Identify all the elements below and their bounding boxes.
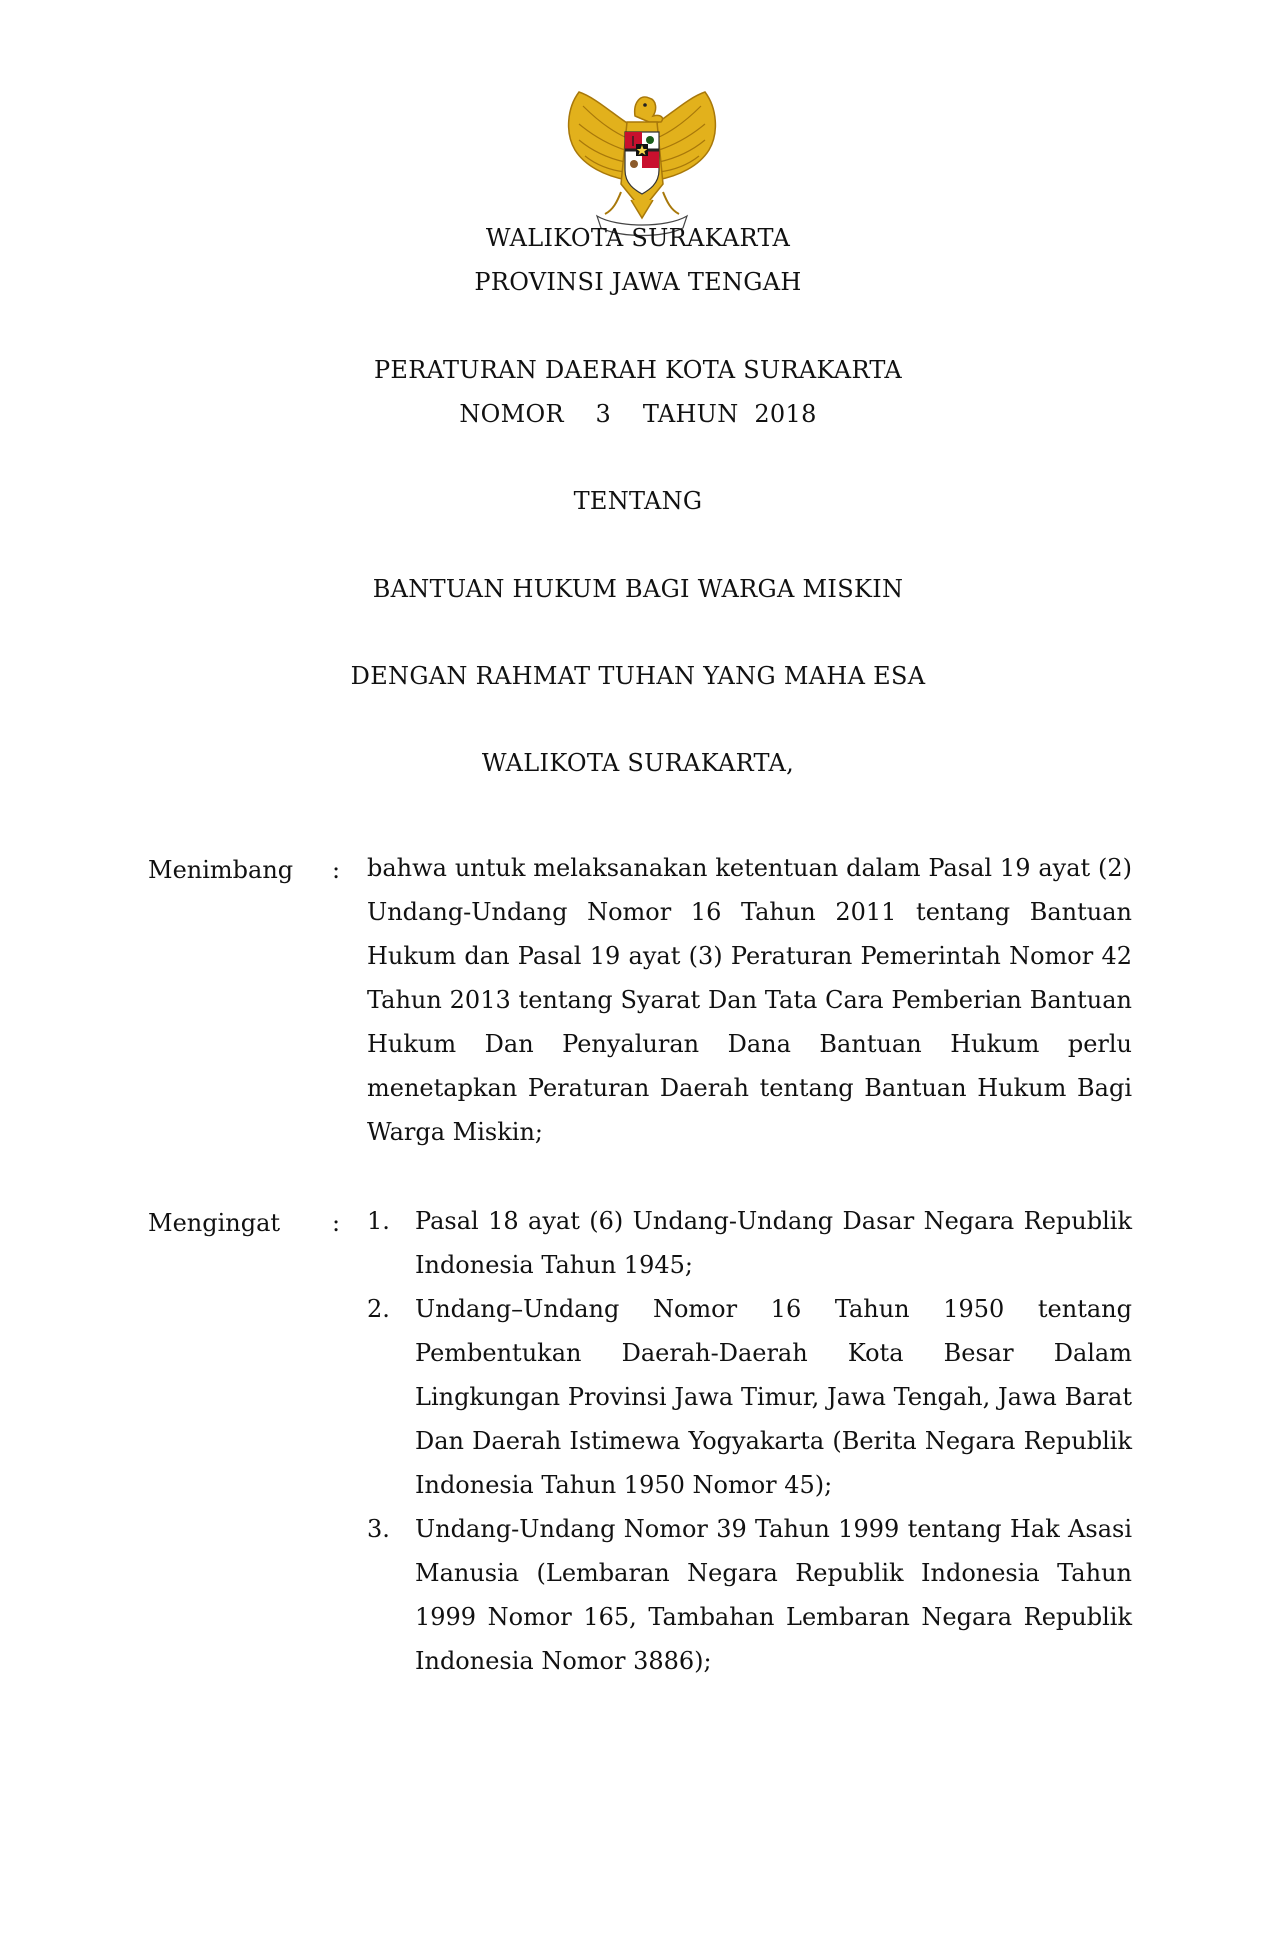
about-heading: TENTANG (573, 487, 703, 515)
list-item-number: 2. (367, 1295, 390, 1323)
list-item-text: Undang-Undang Nomor 39 Tahun 1999 tentang Hak Asasi Manusia (Lembaran Negara Republik Indonesia Tahun 1999 Nomor 165, Tambahan Lembaran Negara Republik Indonesia Nomor 3886); (415, 1515, 1132, 1675)
blessing-line: DENGAN RAHMAT TUHAN YANG MAHA ESA (350, 662, 926, 690)
mengingat-colon: : (332, 1209, 341, 1237)
menimbang-label: Menimbang (148, 856, 294, 884)
regulation-number: NOMOR 3 TAHUN 2018 (459, 400, 817, 428)
regulation-subject: BANTUAN HUKUM BAGI WARGA MISKIN (372, 575, 904, 603)
list-item-text: Pasal 18 ayat (6) Undang-Undang Dasar Negara Republik Indonesia Tahun 1945; (415, 1207, 1132, 1279)
list-item-number: 1. (367, 1207, 390, 1235)
list-item-text: Undang–Undang Nomor 16 Tahun 1950 tentang Pembentukan Daerah-Daerah Kota Besar Dalam Lingkungan Provinsi Jawa Timur, Jawa Tengah, Jawa Barat Dan Daerah Istimewa Yogyakarta (Berita Negara Republik Indonesia Tahun 1950 Nomor 45); (415, 1295, 1132, 1499)
signatory-heading: WALIKOTA SURAKARTA, (481, 749, 795, 777)
garuda-emblem-icon (557, 88, 727, 240)
regulation-title: PERATURAN DAERAH KOTA SURAKARTA (373, 356, 903, 384)
mengingat-label: Mengingat (148, 1209, 281, 1237)
province-title: PROVINSI JAWA TENGAH (474, 268, 802, 296)
menimbang-text: bahwa untuk melaksanakan ketentuan dalam Pasal 19 ayat (2) Undang-Undang Nomor 16 Tahun 2011 tentang Bantuan Hukum dan Pasal 19 ayat (3) Peraturan Pemerintah Nomor 42 Tahun 2013 tentang Syarat Dan Tata Cara Pemberian Bantuan Hukum Dan Penyaluran Dana Bantuan Hukum perlu menetapkan Peraturan Daerah tentang Bantuan Hukum Bagi Warga Miskin; (367, 854, 1132, 1146)
menimbang-colon: : (332, 856, 341, 884)
authority-title: WALIKOTA SURAKARTA (485, 224, 791, 252)
list-item-number: 3. (367, 1515, 390, 1543)
